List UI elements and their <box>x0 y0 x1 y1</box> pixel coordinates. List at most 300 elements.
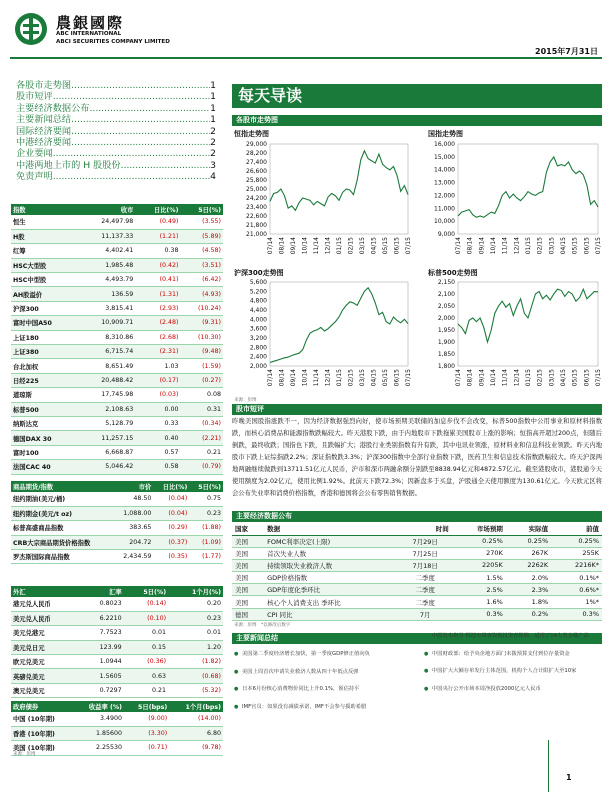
table-cell: AH股溢价 <box>11 287 78 301</box>
table-cell: (2.48) <box>135 316 180 330</box>
x-tick-label: 08/14 <box>278 369 286 387</box>
page-number: 1 <box>566 773 572 782</box>
table-row <box>11 712 223 726</box>
table-cell: 2,434.59 <box>113 550 153 564</box>
brand-name-en: ABC INTERNATIONAL <box>56 31 122 37</box>
econ-cell: 美国 <box>232 547 264 559</box>
table-cell: (3.55) <box>181 215 224 229</box>
y-tick-label: 10,000 <box>434 218 455 226</box>
y-tick-label: 22,600 <box>246 213 267 220</box>
toc-page: 1 <box>210 102 216 114</box>
table-cell: 中国 (10年期) <box>11 712 73 726</box>
table-cell: 11,137.33 <box>78 229 135 243</box>
table-header: 1个月(bps) <box>169 701 223 712</box>
table-cell: 上证380 <box>11 345 78 359</box>
table-cell: HSC大型股 <box>11 258 78 272</box>
x-tick-label: 12/14 <box>513 237 521 255</box>
econ-cell: 0.25% <box>506 535 551 547</box>
table-cell: (0.10) <box>124 611 168 625</box>
chart-title-hscei: 国指走势图 <box>428 130 463 138</box>
x-tick-label: 09/14 <box>290 237 297 255</box>
x-tick-label: 10/14 <box>490 237 497 255</box>
econ-cell: 美国 <box>232 596 264 608</box>
toc-leader <box>121 160 211 171</box>
x-tick-label: 03/15 <box>359 369 366 387</box>
table-cell: 香港 (10年期) <box>11 726 73 740</box>
table-header: 汇率 <box>80 586 123 597</box>
table-cell: 台北加权 <box>11 359 78 373</box>
econ-cell: 1.6% <box>452 596 506 608</box>
toc-item[interactable] <box>16 80 216 91</box>
y-tick-label: 25,000 <box>246 186 267 193</box>
econ-cell: 二季度 <box>399 584 452 596</box>
table-cell: 3.4900 <box>73 712 124 726</box>
toc-leader <box>53 148 210 159</box>
x-tick-label: 04/15 <box>370 369 378 387</box>
econ-row <box>232 584 602 596</box>
econ-header: 国家 <box>232 523 264 535</box>
table-cell: (0.35) <box>153 550 189 564</box>
econ-cell: 1%* <box>551 596 602 608</box>
table-cell: (1.77) <box>189 550 223 564</box>
chart-hsi <box>232 140 412 264</box>
section-econ-header: 主要经济数据公布 <box>232 511 602 522</box>
econ-cell: 美国 <box>232 535 264 547</box>
table-cell: 1,985.48 <box>78 258 135 272</box>
table-row <box>11 683 223 697</box>
news-item: ● 美国第二季度经济增长加快，第一季度GDP修正值向负 <box>234 650 414 659</box>
table-cell: (2.68) <box>135 330 180 344</box>
table-row <box>11 373 223 387</box>
footer-rule <box>548 740 549 792</box>
table-cell: (10.30) <box>181 330 224 344</box>
table-cell: 3,815.41 <box>78 301 135 315</box>
x-tick-label: 03/15 <box>548 369 556 387</box>
econ-cell: 美国 <box>232 572 264 584</box>
section-news-header: 主要新闻总结 <box>232 633 602 644</box>
table-cell: 5,128.79 <box>78 416 135 430</box>
table-cell: 1,088.00 <box>113 506 153 520</box>
table-cell: (2.31) <box>135 345 180 359</box>
toc-label[interactable]: 国际经济要闻 <box>16 125 72 137</box>
table-row <box>11 550 223 564</box>
table-cell: 美元兑人民币 <box>11 611 80 625</box>
news-item: ● 中国扩大大额存单发行主体范围，机构个人合计限扩大至10家 <box>424 667 602 676</box>
toc-page: 3 <box>210 159 216 171</box>
news-item: ● 美国上周首次申请失业救济人数从四十年低点反弹 <box>234 668 414 677</box>
x-tick-label: 10/14 <box>301 369 309 387</box>
table-row <box>11 388 223 402</box>
table-cell: 0.58 <box>135 460 180 474</box>
toc-item[interactable] <box>16 126 216 137</box>
table-cell: 红筹 <box>11 244 78 258</box>
table-cell: CRB大宗商品期货价格指数 <box>11 535 113 549</box>
table-cell: (1.21) <box>135 229 180 243</box>
section-charts-header: 各股市走势图 <box>232 115 602 126</box>
y-tick-label: 11,000 <box>434 205 455 213</box>
table-cell: (0.03) <box>135 388 180 402</box>
table-cell: (1.31) <box>135 287 180 301</box>
table-row <box>11 316 223 330</box>
chart-sp500 <box>420 278 602 396</box>
econ-cell: 2205K <box>452 559 506 571</box>
econ-row <box>232 608 602 620</box>
table-cell: 纽约期金(美元/t oz) <box>11 506 113 520</box>
econ-cell: 0.3% <box>452 608 506 620</box>
table-cell: (3.30) <box>124 726 169 740</box>
econ-cell: 0.6%* <box>551 584 602 596</box>
econ-cell: GDP价格指数 <box>264 572 399 584</box>
table-cell: 6.2210 <box>80 611 123 625</box>
toc-page: 1 <box>210 91 216 103</box>
x-tick-label: 05/15 <box>571 237 579 255</box>
x-tick-label: 07/15 <box>595 237 602 255</box>
toc-item[interactable] <box>16 137 216 148</box>
toc-label[interactable]: 主要经济数据公布 <box>16 102 90 114</box>
table-cell: 1.0944 <box>80 655 123 669</box>
table-header: 收益率 (%) <box>73 701 124 712</box>
y-tick-label: 4,400 <box>249 307 267 314</box>
toc-label[interactable]: 中港经济要闻 <box>16 136 72 148</box>
table-header: 1个月(%) <box>168 586 223 597</box>
toc-item[interactable] <box>16 103 216 114</box>
econ-header: 数据 <box>264 523 399 535</box>
series-line <box>458 157 598 217</box>
toc-item[interactable] <box>16 148 216 159</box>
x-tick-label: 06/15 <box>393 369 401 387</box>
y-tick-label: 4,000 <box>249 316 267 324</box>
econ-cell: 持续领取失业救济人数 <box>264 559 399 571</box>
toc-page: 1 <box>210 114 216 126</box>
econ-cell: 德国 <box>232 608 264 620</box>
x-tick-label: 08/14 <box>278 237 286 255</box>
econ-cell: 核心个人消费支出 季环比 <box>264 596 399 608</box>
news-item: ● 日本6月份核心消费物价同比上升0.1%，预估持平 <box>234 685 414 694</box>
table-cell: 0.40 <box>135 431 180 445</box>
y-tick-label: 25,800 <box>246 177 267 184</box>
x-tick-label: 07/15 <box>405 369 412 387</box>
table-cell: 标普500 <box>11 402 78 416</box>
table-row <box>11 215 223 229</box>
table-header: 市价 <box>113 481 153 492</box>
y-tick-label: 2,000 <box>437 315 455 322</box>
econ-cell: 7月25日 <box>399 547 452 559</box>
y-tick-label: 4,800 <box>249 297 267 305</box>
table-cell: (0.42) <box>135 258 180 272</box>
toc-page: 2 <box>210 136 216 148</box>
econ-cell: 首次失业人数 <box>264 547 399 559</box>
table-cell: (0.17) <box>135 373 180 387</box>
table-cell: 136.59 <box>78 287 135 301</box>
table-row <box>11 445 223 459</box>
x-tick-label: 04/15 <box>560 237 567 255</box>
table-cell: 标普高盛商品指数 <box>11 521 113 535</box>
table-cell: 澳元兑美元 <box>11 683 80 697</box>
chart-title-hsi: 恒指走势图 <box>234 130 269 138</box>
x-tick-label: 08/14 <box>466 237 474 255</box>
table-cell: (9.78) <box>169 741 223 755</box>
y-tick-label: 3,200 <box>249 335 267 342</box>
table-cell: 204.72 <box>113 535 153 549</box>
toc-page: 2 <box>210 125 216 137</box>
x-tick-label: 11/14 <box>313 237 320 255</box>
table-cell: 纽约期油(美元/桶) <box>11 492 113 506</box>
table-cell: 383.65 <box>113 521 153 535</box>
table-header: 日比(%) <box>135 204 180 215</box>
toc-label[interactable]: 免责声明 <box>16 171 53 183</box>
table-cell: 美元兑日元 <box>11 640 80 654</box>
table-cell: 0.08 <box>181 388 224 402</box>
econ-row <box>232 572 602 584</box>
bonds-source: 来源：彭博 <box>13 752 36 757</box>
y-tick-label: 1,850 <box>437 351 455 358</box>
toc-page: 2 <box>210 148 216 160</box>
chart-hscei <box>420 140 602 264</box>
x-tick-label: 03/15 <box>359 237 366 255</box>
econ-cell: 0.3% <box>551 608 602 620</box>
y-tick-label: 15,000 <box>434 153 455 161</box>
table-cell: 0.01 <box>168 626 223 640</box>
x-tick-label: 02/15 <box>536 237 544 255</box>
y-tick-label: 21,800 <box>246 222 267 229</box>
toc-page: 1 <box>210 80 216 91</box>
toc-leader <box>71 80 210 91</box>
table-row <box>11 431 223 445</box>
y-tick-label: 16,000 <box>434 141 455 148</box>
x-tick-label: 01/15 <box>336 369 343 387</box>
table-row <box>11 597 223 611</box>
table-row <box>11 626 223 640</box>
table-header: 5日(bps) <box>124 701 169 712</box>
section-commentary-header: 股市短评 <box>232 404 602 415</box>
table-row <box>11 330 223 344</box>
table-cell: 沪深300 <box>11 301 78 315</box>
table-cell: 恒生 <box>11 215 78 229</box>
econ-cell: 7月29日 <box>399 535 452 547</box>
brand-name-cn: 農銀國際 <box>56 14 125 32</box>
table-cell: (9.31) <box>181 316 224 330</box>
y-tick-label: 5,600 <box>249 279 267 286</box>
x-tick-label: 09/14 <box>478 369 486 387</box>
table-cell: (0.04) <box>153 506 189 520</box>
toc-leader <box>71 114 210 125</box>
x-tick-label: 04/15 <box>560 369 567 387</box>
table-cell: (2.21) <box>181 431 224 445</box>
toc-page: 4 <box>210 171 216 183</box>
table-row <box>11 345 223 359</box>
x-tick-label: 11/14 <box>313 369 320 387</box>
table-cell: 上证180 <box>11 330 78 344</box>
y-tick-label: 5,200 <box>249 288 267 296</box>
econ-cell: 1.8% <box>506 596 551 608</box>
x-tick-label: 06/15 <box>583 369 591 387</box>
chart-csi300 <box>232 278 412 396</box>
y-tick-label: 23,400 <box>246 204 267 211</box>
econ-cell: 二季度 <box>399 596 452 608</box>
table-cell: 10,909.71 <box>78 316 135 330</box>
table-cell: (2.93) <box>135 301 180 315</box>
toc-item[interactable] <box>16 160 216 171</box>
table-cell: 8,310.86 <box>78 330 135 344</box>
table-header: 指数 <box>11 204 78 215</box>
table-cell: (0.14) <box>124 597 168 611</box>
plot-frame <box>270 144 408 234</box>
econ-cell: 2262K <box>506 559 551 571</box>
x-tick-label: 01/15 <box>525 369 532 387</box>
table-cell: 0.57 <box>135 445 180 459</box>
series-line <box>270 151 408 211</box>
econ-cell: 美国 <box>232 559 264 571</box>
table-cell: 1.5605 <box>80 669 123 683</box>
table-cell: 5,046.42 <box>78 460 135 474</box>
x-tick-label: 05/15 <box>382 237 389 255</box>
table-cell: 0.33 <box>135 416 180 430</box>
x-tick-label: 06/15 <box>393 237 401 255</box>
table-cell: 0.15 <box>124 640 168 654</box>
y-tick-label: 14,000 <box>434 166 455 174</box>
news-item: ● 中国央行公开市场本周净投放2000亿元人民币 <box>424 685 602 694</box>
abc-logo-icon <box>14 12 48 46</box>
series-line <box>458 289 598 342</box>
bonds-table <box>11 701 223 756</box>
econ-cell: FOMC利率决定(上限) <box>264 535 399 547</box>
table-row <box>11 301 223 315</box>
table-cell: 8,651.49 <box>78 359 135 373</box>
market-commentary: 昨晚美国股指涨跌不一，因为经济数据强烈向好，使市场预期美联储的加息步伐不会改变，标普500指数中公用事业和原材料指数跌，而核心消费品和能源指数跌幅较大。昨天港股下跌，由于内地股市下跌拖累美国股市上涨的影响；恒指高开超过200点，但随后倒跌，最终收跌；国指也下跌，且跌幅扩大；港股行业类别指数有升有跌，其中电讯业领涨，原材料业和信息科技业领跌。昨天内地股市下跌上证综指跌2.2%；深证指数跌3.3%；沪深300指数中全部行业指数下跌，医药卫生和信息技术指数跌幅较大。昨天沪深两地两融继续做跌到13711.51亿元人民币，沪市和深市两融余额分别跌至8838.94亿元和4872.57亿元。截至港股收市，港股通今天使用额度为2.02亿元，使用比例1.92%。此前天下跌72.3%；因新盘多于买盘，沪股通全天使用额度为130.61亿元。今天欧元区将会公布失业率和消费价格指数，香港和德国将会公布零售销售数据。 <box>232 418 602 497</box>
table-header: 外汇 <box>11 586 80 597</box>
table-header: 5日(%) <box>181 204 224 215</box>
toc-label[interactable]: 股市短评 <box>16 91 53 103</box>
table-cell: 1.85600 <box>73 726 124 740</box>
table-cell: 1.20 <box>168 640 223 654</box>
table-cell: 4,402.41 <box>78 244 135 258</box>
table-cell: (0.68) <box>168 669 223 683</box>
econ-cell: 7月 <box>399 608 452 620</box>
toc-leader <box>90 103 211 114</box>
table-cell: 法国CAC 40 <box>11 460 78 474</box>
table-cell: (1.09) <box>189 535 223 549</box>
indices-table <box>11 204 223 475</box>
y-tick-label: 2,000 <box>249 363 267 370</box>
econ-cell: 美国 <box>232 584 264 596</box>
table-cell: 2,108.63 <box>78 402 135 416</box>
table-row <box>11 273 223 287</box>
table-row <box>11 640 223 654</box>
table-header: 日比(%) <box>153 481 189 492</box>
table-cell: (9.48) <box>181 345 224 359</box>
x-tick-label: 01/15 <box>525 237 532 255</box>
news-list-left <box>234 650 414 720</box>
table-cell: 0.23 <box>189 506 223 520</box>
econ-cell: 255K <box>551 547 602 559</box>
table-cell: (1.82) <box>168 655 223 669</box>
table-cell: 0.00 <box>135 402 180 416</box>
table-row <box>11 229 223 243</box>
table-cell: 日经225 <box>11 373 78 387</box>
table-cell: 4,493.79 <box>78 273 135 287</box>
x-tick-label: 10/14 <box>301 237 309 255</box>
table-row <box>11 655 223 669</box>
x-tick-label: 09/14 <box>290 369 297 387</box>
table-cell: (3.51) <box>181 258 224 272</box>
x-tick-label: 03/15 <box>548 237 556 255</box>
table-cell: 0.31 <box>181 402 224 416</box>
table-cell: (10.24) <box>181 301 224 315</box>
econ-header: 实际值 <box>506 523 551 535</box>
table-cell: 0.63 <box>124 669 168 683</box>
x-tick-label: 12/14 <box>324 369 332 387</box>
toc-item[interactable] <box>16 91 216 102</box>
econ-cell: 0.1%* <box>551 572 602 584</box>
table-row <box>11 416 223 430</box>
econ-row <box>232 535 602 547</box>
plot-frame <box>270 282 408 366</box>
table-cell: (0.34) <box>181 416 224 430</box>
econ-cell: 0.25% <box>452 535 506 547</box>
toc-item[interactable] <box>16 171 216 182</box>
econ-row <box>232 596 602 608</box>
table-cell: (14.00) <box>169 712 223 726</box>
x-tick-label: 11/14 <box>501 237 509 255</box>
toc-item[interactable] <box>16 114 216 125</box>
toc-label[interactable]: 各股市走势图 <box>16 80 72 91</box>
x-tick-label: 07/14 <box>267 237 274 255</box>
econ-cell: 270K <box>452 547 506 559</box>
table-cell: 7.7523 <box>80 626 123 640</box>
table-cell: (1.59) <box>181 359 224 373</box>
table-row <box>11 741 223 755</box>
toc-leader <box>71 137 210 148</box>
table-row <box>11 669 223 683</box>
econ-cell: 7月18日 <box>399 559 452 571</box>
table-cell: 0.38 <box>135 244 180 258</box>
table-cell: (0.49) <box>135 215 180 229</box>
toc-leader <box>53 171 210 182</box>
y-tick-label: 1,900 <box>437 339 455 346</box>
y-tick-label: 21,000 <box>246 231 267 238</box>
econ-cell: 2.3% <box>506 584 551 596</box>
toc-label[interactable]: 主要新闻总结 <box>16 114 72 126</box>
econ-cell: 1.5% <box>452 572 506 584</box>
brand-subtitle-en: ABCI SECURITIES COMPANY LIMITED <box>56 39 170 45</box>
table-cell: 0.75 <box>189 492 223 506</box>
news-list-right <box>424 632 602 702</box>
y-tick-label: 28,200 <box>246 150 267 157</box>
y-tick-label: 13,000 <box>434 179 455 187</box>
table-cell: (0.36) <box>124 655 168 669</box>
table-cell: (0.79) <box>181 460 224 474</box>
x-tick-label: 05/15 <box>382 369 389 387</box>
table-cell: 1.03 <box>135 359 180 373</box>
table-row <box>11 460 223 474</box>
econ-header: 时间 <box>399 523 452 535</box>
table-row <box>11 402 223 416</box>
table-cell: 17,745.98 <box>78 388 135 402</box>
table-cell: 48.50 <box>113 492 153 506</box>
table-cell: HSC中型股 <box>11 273 78 287</box>
x-tick-label: 04/15 <box>370 237 378 255</box>
x-tick-label: 09/14 <box>478 237 486 255</box>
table-cell: 欧元兑美元 <box>11 655 80 669</box>
table-header: 政府债券 <box>11 701 73 712</box>
table-row <box>11 521 223 535</box>
table-header: 5日(%) <box>124 586 168 597</box>
toc-label[interactable]: 企业要闻 <box>16 148 53 160</box>
y-tick-label: 2,800 <box>249 344 267 352</box>
y-tick-label: 24,200 <box>246 195 267 202</box>
toc-label[interactable]: 中港两地上市的 H 股股份 <box>16 159 121 171</box>
table-row <box>11 535 223 549</box>
